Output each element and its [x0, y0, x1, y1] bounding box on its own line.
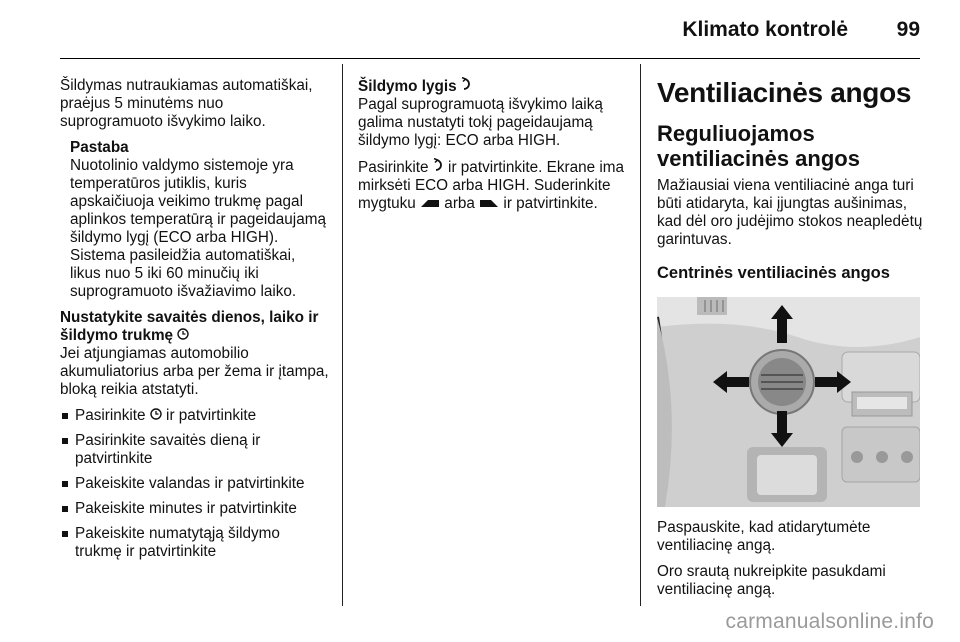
arrow-left-button-icon: [420, 195, 440, 213]
center-vent-photo: [657, 297, 920, 507]
header-rule: [60, 58, 920, 59]
instructions-paragraph: [358, 158, 626, 213]
text-run: arba: [440, 195, 480, 212]
page-title: Ventiliacinės angos: [657, 77, 912, 108]
battery-paragraph: Jei atjungiamas automobilio akumuliatorius arba per žema ir įtampa, bloką reikia atstatyti.: [60, 345, 329, 398]
heat-level-paragraph: Pagal suprogramuotą išvykimo laiką galima nustatyti tokį pageidaujamą šildymo lygį: ECO arba HIGH.: [358, 96, 603, 149]
text-run: Pasirinkite: [358, 159, 433, 176]
direct-paragraph: Oro srautą nukreipkite pasukdami ventiliacinę angą.: [657, 563, 886, 598]
header-title: Klimato kontrolė: [682, 18, 848, 41]
press-paragraph: Paspauskite, kad atidarytumėte ventiliacinę angą.: [657, 519, 871, 554]
arrow-right-button-icon: [479, 195, 499, 213]
note-box: [70, 139, 330, 301]
list-item: Pakeiskite valandas ir patvirtinkite: [60, 475, 330, 493]
list-item-text: Pasirinkite: [75, 407, 150, 424]
watermark: carmanualsonline.info: [725, 610, 934, 633]
intro-paragraph: Šildymas nutraukiamas automatiškai, praėjus 5 minutėms nuo suprogramuoto išvykimo laiko.: [60, 77, 313, 130]
text-run: ir patvirtinkite.: [499, 195, 598, 212]
list-item: Pakeiskite numatytąją šildymo trukmę ir patvirtinkite: [60, 525, 330, 561]
subsection-title: Centrinės ventiliacinės angos: [657, 264, 890, 282]
column-divider: [342, 64, 343, 606]
section-heading: [358, 77, 626, 96]
clock-icon: [177, 327, 189, 345]
clock-icon: [150, 407, 162, 425]
section-heading-text: Nustatykite savaitės dienos, laiko ir šildymo trukmę: [60, 309, 319, 344]
heat-level-icon: [461, 77, 472, 96]
section-heading: [60, 309, 330, 345]
list-item: Pasirinkite savaitės dieną ir patvirtinkite: [60, 432, 330, 468]
text-run: ir patvirtinkite. Ekrane ima mirksėti ECO arba HIGH. Suderinkite mygtuku: [358, 159, 625, 212]
list-item: [60, 407, 330, 425]
list-item: Pakeiskite minutes ir patvirtinkite: [60, 500, 330, 518]
column-2: [358, 77, 626, 221]
list-item-text: ir patvirtinkite: [161, 407, 257, 424]
column-1: [60, 77, 330, 568]
vents-paragraph: Mažiausiai viena ventiliacinė anga turi būti atidaryta, kai įjungtas aušinimas, kad dėl oro judėjimo stokos neapledėtų garintuvas.: [657, 177, 923, 248]
section-title: Reguliuojamos ventiliacinės angos: [657, 121, 860, 171]
note-text: Nuotolinio valdymo sistemoje yra temperatūros jutiklis, kuris apskaičiuoja veikimo trukmę pagal aplinkos temperatūrą ir pageidaujamą šildymo lygį (ECO arba HIGH). Sistema pasileidžia automatiškai, likus nuo 5 iki 60 minučių iki suprogramuoto išvažiavimo laiko.: [70, 157, 326, 300]
heat-level-icon: [433, 158, 444, 177]
note-title: Pastaba: [70, 139, 129, 156]
page-number: 99: [896, 18, 920, 41]
column-3: [657, 77, 925, 607]
column-divider: [640, 64, 641, 606]
section-heading-text: Šildymo lygis: [358, 78, 457, 95]
